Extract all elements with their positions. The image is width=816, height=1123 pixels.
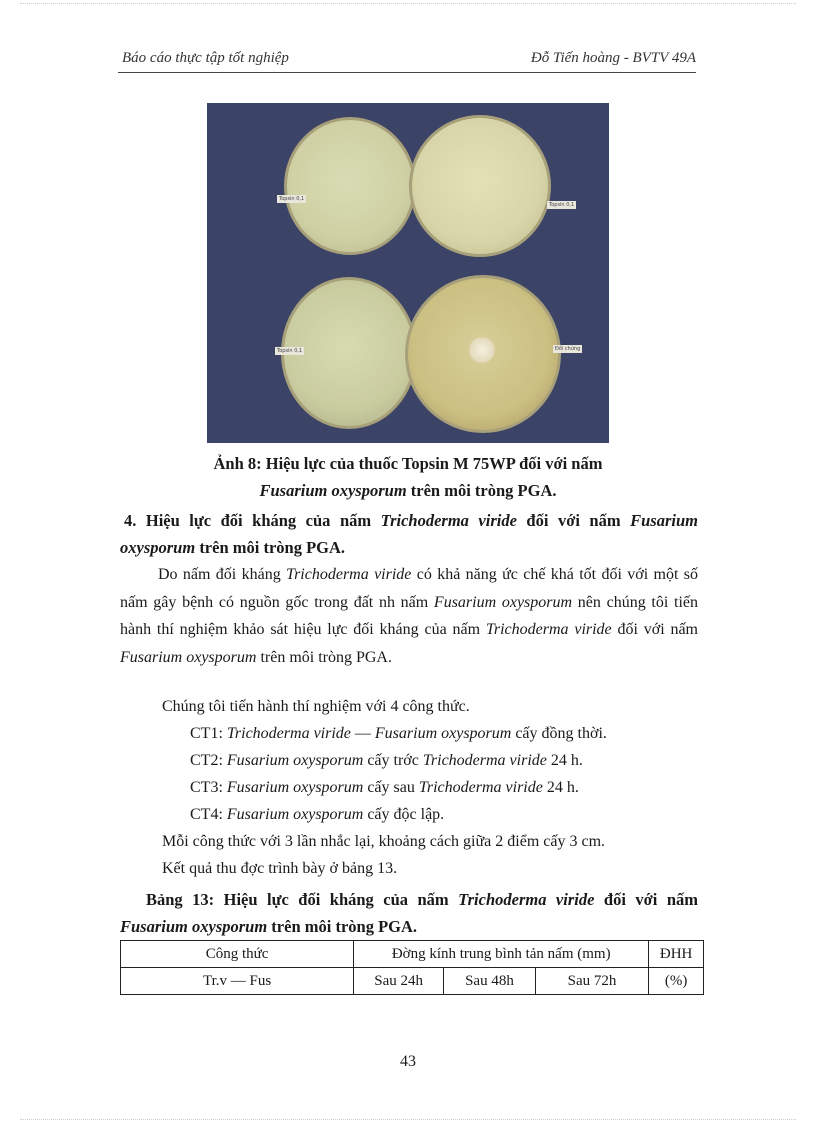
- formula-ct1-species1: Trichoderma viride: [226, 725, 351, 742]
- formula-ct1: [190, 725, 607, 743]
- para-species-1: Trichoderma viride: [286, 566, 412, 583]
- formula-ct2-species2: Trichoderma viride: [422, 752, 547, 769]
- formula-ct1-mid: —: [350, 725, 375, 742]
- petri-dish-1: [284, 117, 416, 255]
- results-table: [120, 940, 704, 995]
- formula-ct2-suffix: 24 h.: [546, 752, 583, 769]
- table-caption-text2: đối với nấm: [594, 890, 698, 909]
- formula-ct3-species2: Trichoderma viride: [418, 779, 543, 796]
- repeats-line: Mỗi công thức với 3 lần nhắc lại, khoảng cách giữa 2 điểm cấy 3 cm.: [162, 833, 606, 850]
- petri-dish-2: [409, 115, 551, 257]
- dish-label-3: Topsin 0,1: [277, 348, 303, 354]
- table-header-formula: Công thức: [121, 941, 354, 968]
- section-heading-species1: Trichoderma viride: [380, 511, 517, 530]
- formula-ct2-species1: Fusarium oxysporum: [226, 752, 364, 769]
- page-number: 43: [400, 1053, 416, 1070]
- table-caption-species1: Trichoderma viride: [458, 890, 595, 909]
- table-row: [121, 968, 704, 995]
- header-left: Báo cáo thực tập tốt nghiệp: [122, 50, 289, 66]
- table-caption: [120, 886, 698, 940]
- formula-ct4-species1: Fusarium oxysporum: [226, 806, 364, 823]
- page-top-edge: [20, 3, 796, 4]
- formula-ct3: [190, 779, 579, 797]
- header-right: Đỗ Tiến hoàng - BVTV 49A: [530, 50, 696, 66]
- table-caption-species2: Fusarium oxysporum: [120, 917, 268, 936]
- caption-species: Fusarium oxysporum: [259, 481, 407, 500]
- formula-ct3-suffix: 24 h.: [542, 779, 579, 796]
- para-text-1: Do nấm đối kháng: [158, 566, 287, 583]
- caption-rest: trên môi tròng PGA.: [406, 481, 557, 500]
- section-heading-text: 4. Hiệu lực đối kháng của nấm: [124, 511, 381, 530]
- dish-label-4: Đối chứng: [555, 346, 581, 352]
- formula-ct2-mid: cấy trớc: [363, 752, 423, 769]
- para-species-4: Fusarium oxysporum: [120, 648, 257, 666]
- table-header-diameter: Đờng kính trung bình tản nấm (mm): [354, 941, 649, 968]
- table-cell: Sau 48h: [444, 968, 536, 995]
- para-text-2: có khả năng ức chế khá tốt đối với một số nấm gây bệnh có nguồn gốc trong đất nh nấm: [120, 566, 698, 611]
- page-bottom-edge: [20, 1119, 796, 1120]
- para-species-2: Fusarium oxysporum: [433, 593, 573, 611]
- formula-ct3-label: CT3:: [190, 779, 227, 796]
- petri-dish-photo: [207, 103, 609, 443]
- figure-caption-line1: Ảnh 8: Hiệu lực của thuốc Topsin M 75WP đối với nấm: [213, 454, 603, 473]
- table-row: [121, 941, 704, 968]
- table-header-dhh: ĐHH: [649, 941, 704, 968]
- para-text-5: trên môi tròng PGA.: [256, 648, 392, 666]
- section-heading: [120, 507, 698, 561]
- formula-ct1-species2: Fusarium oxysporum: [374, 725, 512, 742]
- dish-label-2: Topsin 0,1: [549, 202, 575, 208]
- fungal-colony: [469, 337, 495, 363]
- formula-ct4-mid: cấy độc lập.: [363, 806, 445, 823]
- formula-ct4-label: CT4:: [190, 806, 227, 823]
- section-heading-mid: đối với nấm: [516, 511, 631, 530]
- table-cell: Tr.v — Fus: [121, 968, 354, 995]
- table-cell: Sau 24h: [354, 968, 444, 995]
- results-line: Kết quả thu đợc trình bày ở bảng 13.: [162, 860, 398, 877]
- dish-label-1: Topsin 0,1: [279, 196, 305, 202]
- body-paragraph: [120, 561, 698, 671]
- formula-ct1-label: CT1:: [190, 725, 227, 742]
- formula-ct1-suffix: cấy đồng thời.: [511, 725, 607, 742]
- figure-caption-line2: [120, 481, 696, 501]
- formula-ct3-species1: Fusarium oxysporum: [226, 779, 364, 796]
- para-species-3: Trichoderma viride: [485, 621, 612, 638]
- intro-line: Chúng tôi tiến hành thí nghiệm với 4 công thức.: [162, 698, 470, 715]
- formula-ct3-mid: cấy sau: [363, 779, 419, 796]
- para-text-3: nên chúng tôi tiến hành thí nghiệm khảo sát hiệu lực đối kháng của nấm: [120, 593, 699, 638]
- table-caption-text3: trên môi tròng PGA.: [267, 917, 418, 936]
- table-cell: (%): [649, 968, 704, 995]
- formula-ct2-label: CT2:: [190, 752, 227, 769]
- para-text-4: đối với nấm: [611, 621, 699, 638]
- section-heading-species2: Fusarium oxysporum: [120, 511, 698, 557]
- table-cell: Sau 72h: [535, 968, 648, 995]
- header-rule: [118, 72, 696, 73]
- formula-ct4: [190, 806, 444, 824]
- table-caption-text1: Bảng 13: Hiệu lực đối kháng của nấm: [146, 890, 459, 909]
- formula-ct2: [190, 752, 583, 770]
- section-heading-end: trên môi tròng PGA.: [195, 538, 346, 557]
